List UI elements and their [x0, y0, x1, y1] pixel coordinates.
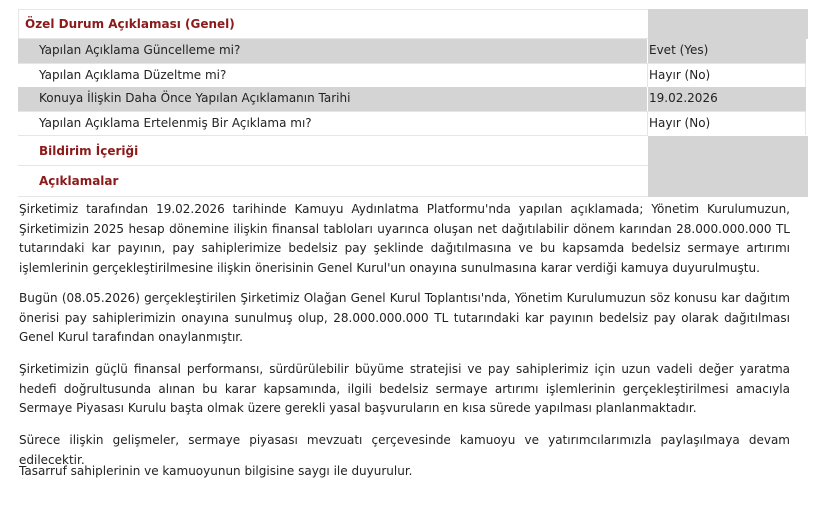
row-value: 19.02.2026: [649, 91, 718, 105]
row-correction: [18, 63, 806, 87]
row-update: [18, 39, 806, 63]
paragraph-4: Sürece ilişkin gelişmeler, sermaye piyasası mevzuatı çerçevesinde kamuoyu ve yatırımcılarımızla paylaşılmaya devam edilecektir.: [19, 433, 790, 467]
paragraph-2: Bugün (08.05.2026) gerçekleştirilen Şirketimiz Olağan Genel Kurul Toplantısı'nda, Yönetim Kurulumuzun söz konusu kar dağıtım önerisi pay sahiplerimizin onayına sunulmuş olup, 28.000.000.000 TL tutarındaki kar payının bedelsiz pay olarak dağıtılması Genel Kurul tarafından onaylanmıştır.: [19, 291, 790, 344]
row-deferred: [18, 111, 806, 135]
row-value: Hayır (No): [649, 116, 711, 130]
row-label: Yapılan Açıklama Ertelenmiş Bir Açıklama mı?: [39, 116, 312, 130]
explanations-header: [18, 166, 648, 197]
row-label: Yapılan Açıklama Güncelleme mi?: [39, 43, 241, 57]
notification-value-cell: [648, 136, 808, 197]
general-section-title: Özel Durum Açıklaması (Genel): [25, 17, 235, 31]
paragraph-5: Tasarruf sahiplerinin ve kamuoyunun bilgisine saygı ile duyurulur.: [19, 464, 413, 478]
explanations-title: Açıklamalar: [39, 174, 119, 188]
row-value: Evet (Yes): [649, 43, 709, 57]
row-label: Konuya İlişkin Daha Önce Yapılan Açıklamanın Tarihi: [39, 91, 351, 105]
row-value: Hayır (No): [649, 68, 711, 82]
paragraph-3: Şirketimizin güçlü finansal performansı, sürdürülebilir büyüme stratejisi ve pay sahiplerimiz için uzun vadeli değer yaratma hedefi doğrultusunda alınan bu karar kapsamında, ilgili bedelsiz sermaye artırımı işlemlerinin gerçekleştirilmesi amacıyla Sermaye Piyasası Kurulu başta olmak üzere gerekli yasal başvuruların en kısa sürede yapılması planlanmaktadır.: [19, 362, 790, 415]
row-previous-date: [18, 87, 806, 111]
notification-title: Bildirim İçeriği: [39, 144, 139, 158]
header-value-cell: [648, 9, 808, 39]
row-label: Yapılan Açıklama Düzeltme mi?: [39, 68, 227, 82]
general-section-header: [18, 9, 648, 39]
notification-header: [18, 135, 648, 166]
paragraph-1: Şirketimiz tarafından 19.02.2026 tarihinde Kamuyu Aydınlatma Platformu'nda yapılan açıklamada; Yönetim Kurulumuzun, Şirketimizin 2025 hesap dönemine ilişkin finansal tabloları uyarınca oluşan net dağıtılabilir dönem karından 28.000.000.000 TL tutarındaki kar payının, pay sahiplerimize bedelsiz pay şeklinde dağıtılmasına ve bu kapsamda bedelsiz sermaye artırımı işlemlerinin gerçekleştirilmesine ilişkin önerisinin Genel Kurul'un onayına sunulmasına karar verdiği kamuya duyurulmuştu.: [19, 202, 790, 275]
